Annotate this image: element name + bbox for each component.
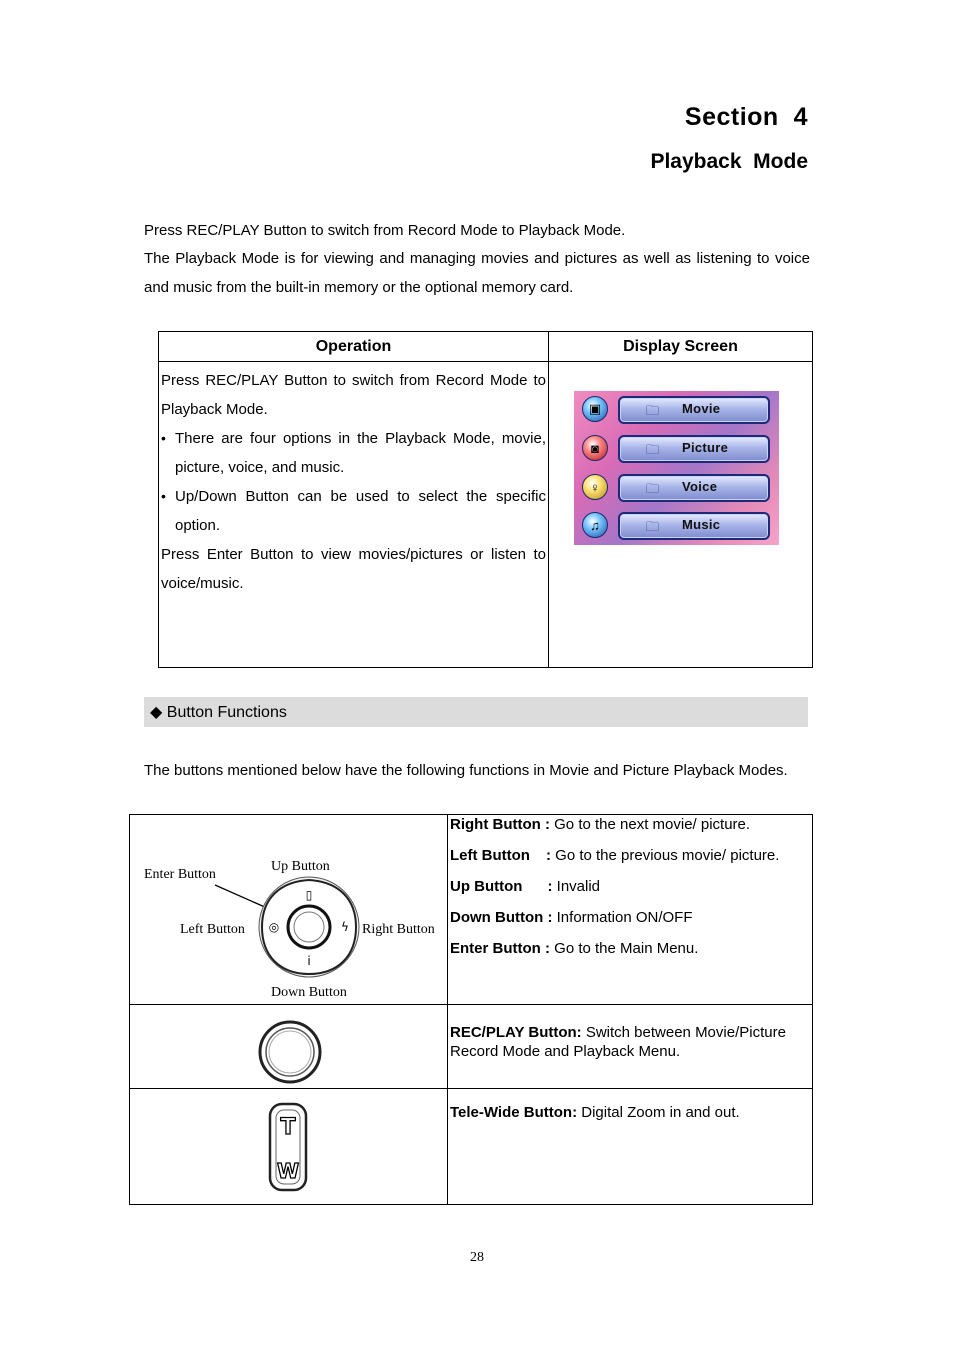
recplay-button-cell: [130, 1005, 448, 1089]
section-subtitle: Playback Mode: [650, 150, 808, 173]
right-button-description: Right Button : Go to the next movie/ picture.: [450, 816, 751, 833]
operation-bullets: [159, 424, 548, 540]
svg-text:ϟ: ϟ: [341, 920, 349, 934]
recplay-description: REC/PLAY Button: Switch between Movie/Picture Record Mode and Playback Menu.: [450, 1024, 786, 1060]
enter-button-description: Enter Button : Go to the Main Menu.: [450, 940, 699, 957]
menu-item-bar: [618, 474, 770, 502]
svg-text:◎: ◎: [268, 920, 280, 934]
svg-text:i: i: [307, 954, 311, 968]
up-button-label: Up Button: [271, 859, 330, 874]
music-note-icon: ♫: [582, 512, 608, 538]
button-functions-table: [129, 814, 813, 1205]
operation-paragraph-1: Press REC/PLAY Button to switch from Record Mode to Playback Mode.: [161, 372, 546, 418]
folder-icon: 🗀: [646, 481, 660, 496]
wide-w-letter: W: [276, 1159, 300, 1183]
telewide-button-cell: [130, 1089, 448, 1205]
intro-paragraph-1: Press REC/PLAY Button to switch from Record Mode to Playback Mode.: [144, 222, 626, 239]
display-screen-header: Display Screen: [549, 332, 813, 362]
intro-paragraph-2: The Playback Mode is for viewing and managing movies and pictures as well as listening to voice and music from the built-in memory or the optional memory card.: [144, 250, 810, 296]
operation-bullet: • Up/Down Button can be used to select the specific option.: [175, 482, 546, 540]
operation-paragraph-2: Press Enter Button to view movies/pictures or listen to voice/music.: [161, 546, 546, 592]
page-number: 28: [470, 1250, 484, 1265]
operation-cell: [159, 362, 549, 668]
recplay-button-icon: [257, 1019, 323, 1085]
section-title: Section 4: [684, 103, 808, 131]
button-functions-heading-bar: [144, 697, 808, 727]
menu-item-label: Music: [682, 517, 721, 532]
down-button-description: Down Button : Information ON/OFF: [450, 909, 693, 926]
telewide-description-cell: [448, 1089, 813, 1205]
menu-item-bar: [618, 512, 770, 540]
down-button-label: Down Button: [271, 985, 347, 1000]
enter-button-label: Enter Button: [144, 867, 216, 882]
operation-header: Operation: [159, 332, 549, 362]
menu-item-movie: [582, 395, 770, 423]
folder-icon: 🗀: [646, 403, 660, 418]
button-functions-heading: [150, 702, 287, 722]
button-functions-heading-text: Button Functions: [166, 704, 287, 721]
menu-item-label: Picture: [682, 440, 729, 455]
menu-item-voice: [582, 473, 770, 501]
menu-item-music: [582, 511, 770, 539]
menu-item-label: Voice: [682, 479, 718, 494]
menu-item-picture: [582, 434, 770, 462]
movie-camera-icon: ▣: [582, 396, 608, 422]
right-button-label: Right Button: [362, 922, 435, 937]
nav-pad-icon: [210, 870, 370, 985]
telewide-description: Tele-Wide Button: Digital Zoom in and out.: [450, 1104, 740, 1121]
buttons-intro-paragraph: The buttons mentioned below have the following functions in Movie and Picture Playback Modes.: [144, 762, 788, 779]
telewide-button-icon: [267, 1101, 309, 1193]
microphone-icon: ♀: [582, 474, 608, 500]
svg-text:▯: ▯: [305, 888, 313, 902]
left-button-label: Left Button: [180, 922, 245, 937]
camera-icon: ◙: [582, 435, 608, 461]
diamond-bullet-icon: ◆: [150, 704, 163, 721]
playback-menu-screen: [574, 391, 779, 545]
folder-icon: 🗀: [646, 442, 660, 457]
recplay-description-cell: [448, 1005, 813, 1089]
menu-item-bar: [618, 435, 770, 463]
menu-item-label: Movie: [682, 401, 721, 416]
left-button-description: Left Button : Go to the previous movie/ picture.: [450, 847, 780, 864]
up-button-description: Up Button : Invalid: [450, 878, 601, 895]
menu-item-bar: [618, 396, 770, 424]
nav-buttons-description-cell: [448, 815, 813, 1005]
folder-icon: 🗀: [646, 519, 660, 534]
nav-pad-diagram-cell: [130, 815, 448, 1005]
operation-bullet: • There are four options in the Playback Mode, movie, picture, voice, and music.: [175, 424, 546, 482]
tele-t-letter: T: [280, 1115, 296, 1140]
